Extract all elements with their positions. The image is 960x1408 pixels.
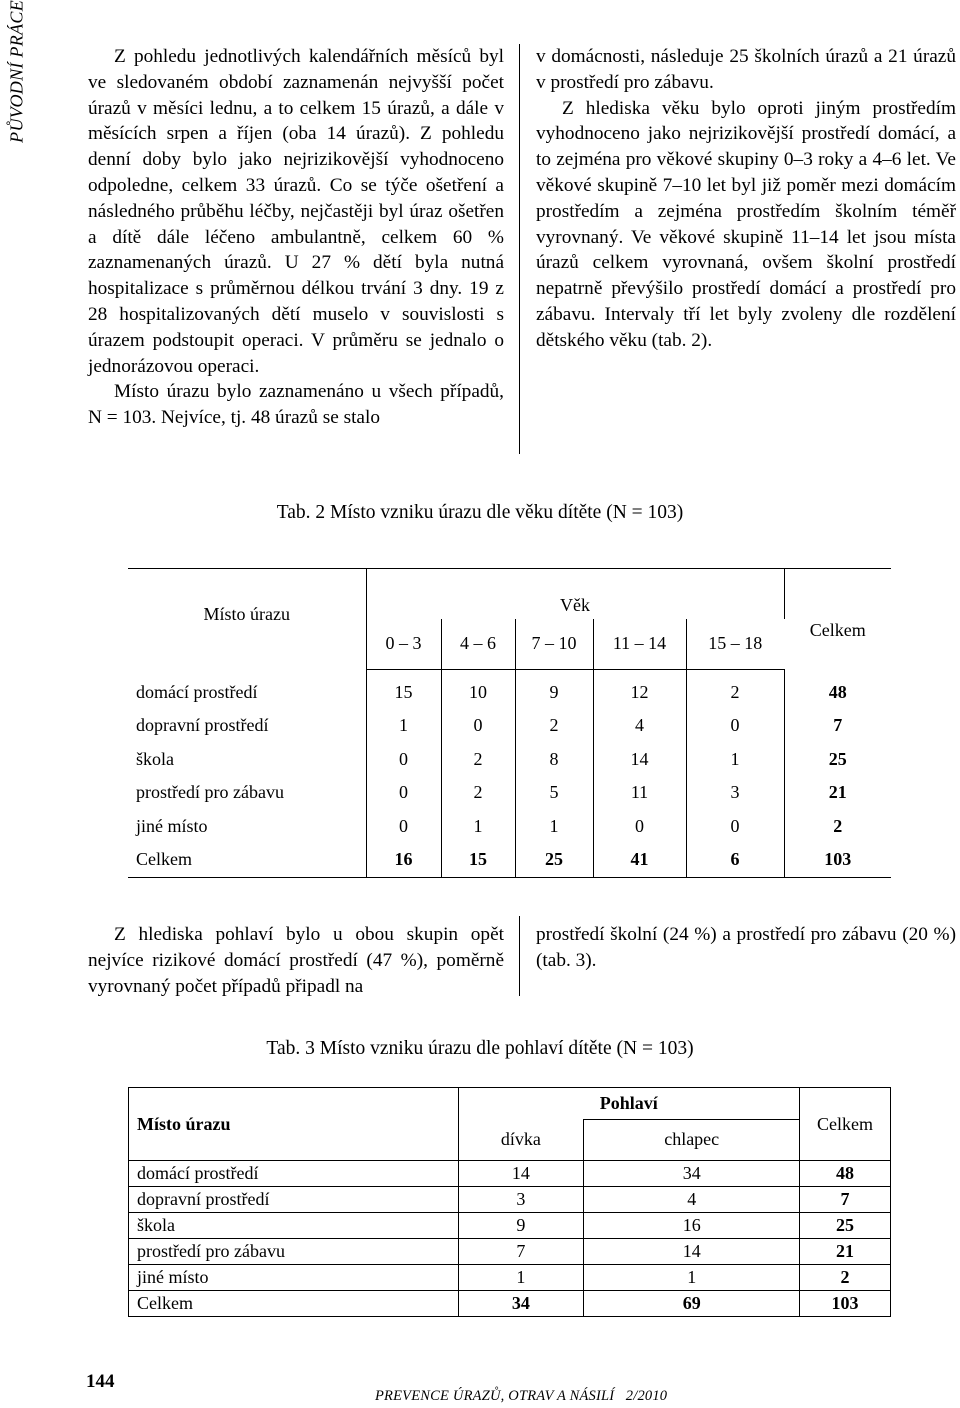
cell: 16: [584, 1213, 800, 1239]
paragraph: Místo úrazu bylo zaznamenáno u všech případů, N = 103. Nejvíce, tj. 48 úrazů se stalo: [88, 381, 504, 429]
row-total: 103: [800, 1291, 891, 1317]
age-group-header: 4 – 6: [441, 619, 515, 669]
row-total: 21: [800, 1239, 891, 1265]
table3-caption: Tab. 3 Místo vzniku úrazu dle pohlaví dítěte (N = 103): [266, 1038, 694, 1059]
cell: 34: [458, 1291, 584, 1317]
cell: 2: [686, 669, 784, 709]
cell: 3: [686, 776, 784, 810]
gender-header: chlapec: [584, 1119, 800, 1160]
table-row: [129, 1161, 891, 1187]
table2-header-row: [128, 569, 891, 620]
cell: 0: [686, 709, 784, 743]
cell: 2: [515, 709, 593, 743]
cell: 0: [593, 810, 686, 844]
table-row: [129, 1265, 891, 1291]
table3: [128, 1087, 891, 1317]
row-label: Celkem: [128, 843, 366, 877]
cell: 0: [366, 743, 441, 777]
cell: 7: [458, 1239, 584, 1265]
row-total: 7: [833, 715, 843, 736]
journal-footer: PREVENCE ÚRAZŮ, OTRAV A NÁSILÍ 2/2010: [375, 1388, 668, 1404]
table3-header-row: [129, 1088, 891, 1120]
row-label: jiné místo: [128, 810, 366, 844]
cell: 2: [441, 776, 515, 810]
cell: 69: [584, 1291, 800, 1317]
table2-header-place: Místo úrazu: [128, 569, 366, 670]
cell: 0: [441, 709, 515, 743]
table-row: [129, 1239, 891, 1265]
row-label: dopravní prostředí: [129, 1187, 459, 1213]
table2-caption: Tab. 2 Místo vzniku úrazu dle věku dítěte (N = 103): [276, 502, 684, 523]
row-label: domácí prostředí: [128, 669, 366, 709]
cell: 25: [515, 843, 593, 877]
table-row: [129, 1187, 891, 1213]
cell: 14: [584, 1239, 800, 1265]
row-total: 21: [828, 782, 847, 803]
paragraph: Z pohledu jednotlivých kalendářních měsíců byl ve sledovaném období zaznamenán nejvyšší počet úrazů v měsíci lednu, a to celkem 15 úrazů, a dále v měsících srpen a říjen (oba 14 úrazů). Z pohledu denní doby bylo jako nejrizikovější vyhodnoceno odpoledne, celkem 33 úrazů. Co se týče ošetření a následného průběhu léčby, nejčastěji byl úraz ošetřen a dítě dále léčeno ambulantně, celkem 60 % zaznamenaných úrazů. U 27 % dětí byla nutná hospitalizace s průměrnou délkou trvání 3 dny. 19 z 28 hospitalizovaných dětí muselo v souvislosti s úrazem podstoupit operaci. V průměru se jednalo o jednorázovou operaci.: [88, 46, 504, 377]
paragraph: v domácnosti, následuje 25 školních úrazů a 21 úrazů v prostředí pro zábavu.: [536, 46, 956, 93]
table2-header-group: Věk: [366, 569, 784, 620]
cell: 9: [515, 669, 593, 709]
row-label: jiné místo: [129, 1265, 459, 1291]
cell: 1: [458, 1265, 584, 1291]
top-left-column: [88, 44, 504, 431]
row-total: 25: [828, 748, 847, 769]
cell: 4: [584, 1187, 800, 1213]
table2-header-total: Celkem: [784, 569, 891, 670]
paragraph: Z hlediska pohlaví bylo u obou skupin opět nejvíce rizikové domácí prostředí (47 %), poměrně vyrovnaný počet případů připadl na: [88, 924, 504, 997]
top-right-column: [536, 44, 956, 354]
cell: 8: [515, 743, 593, 777]
row-label: škola: [128, 743, 366, 777]
cell: 1: [441, 810, 515, 844]
cell: 1: [584, 1265, 800, 1291]
cell: 0: [366, 776, 441, 810]
cell: 11: [593, 776, 686, 810]
table3-header-place: Místo úrazu: [129, 1088, 459, 1161]
page-number: 144: [86, 1371, 115, 1392]
cell: 1: [686, 743, 784, 777]
cell: 6: [686, 843, 784, 877]
cell: 15: [441, 843, 515, 877]
cell: 1: [366, 709, 441, 743]
row-total: 48: [800, 1161, 891, 1187]
cell: 14: [458, 1161, 584, 1187]
row-total: 103: [784, 843, 891, 877]
row-total: 2: [800, 1265, 891, 1291]
cell: 0: [366, 810, 441, 844]
table-row: [128, 776, 891, 810]
row-total: 7: [800, 1187, 891, 1213]
cell: 14: [593, 743, 686, 777]
cell: 15: [366, 669, 441, 709]
section-label-text: PŮVODNÍ PRÁCE: [6, 0, 27, 143]
age-group-header: 15 – 18: [686, 619, 784, 669]
table3-header-group: Pohlaví: [458, 1088, 800, 1120]
table-row: [128, 743, 891, 777]
paragraph: Z hlediska věku bylo oproti jiným prostředím vyhodnoceno jako nejrizikovější prostředí domácí, a to zejména pro věkové skupiny 0–3 roky a 4–6 let. Ve věkové skupině 7–10 let byl již poměr mezi domácím prostředím a zejména prostředím školním téměř vyrovnaný. Ve věkové skupině 11–14 let jsou místa úrazů celkem vyrovnaná, ovšem školní prostředí nepatrně převýšilo prostředí domácí a prostředí pro zábavu. Intervaly tří let byly zvoleny dle rozdělení dětského věku (tab. 2).: [536, 97, 956, 351]
age-group-header: 7 – 10: [515, 619, 593, 669]
cell: 0: [686, 810, 784, 844]
cell: 16: [366, 843, 441, 877]
table-row-total: [129, 1291, 891, 1317]
row-label: prostředí pro zábavu: [129, 1239, 459, 1265]
row-label: Celkem: [129, 1291, 459, 1317]
column-divider: [519, 44, 520, 454]
table-row-total: [128, 843, 891, 877]
age-group-header: 0 – 3: [366, 619, 441, 669]
cell: 1: [515, 810, 593, 844]
age-group-header: 11 – 14: [593, 619, 686, 669]
cell: 5: [515, 776, 593, 810]
middle-left-column: [88, 922, 504, 999]
row-label: domácí prostředí: [129, 1161, 459, 1187]
table2: [128, 568, 891, 878]
row-total: 25: [800, 1213, 891, 1239]
middle-right-column: [536, 922, 956, 974]
table-row: [128, 810, 891, 844]
cell: 34: [584, 1161, 800, 1187]
cell: 2: [441, 743, 515, 777]
section-label: [4, 0, 30, 180]
cell: 12: [593, 669, 686, 709]
table-row: [129, 1213, 891, 1239]
row-label: dopravní prostředí: [128, 709, 366, 743]
row-total: 2: [833, 815, 843, 836]
table-row: [128, 669, 891, 709]
column-divider: [519, 916, 520, 996]
table-row: [128, 709, 891, 743]
cell: 4: [593, 709, 686, 743]
gender-header: dívka: [458, 1119, 584, 1160]
row-label: prostředí pro zábavu: [128, 776, 366, 810]
cell: 10: [441, 669, 515, 709]
table3-header-total: Celkem: [800, 1088, 891, 1161]
paragraph: prostředí školní (24 %) a prostředí pro zábavu (20 %) (tab. 3).: [536, 924, 956, 971]
cell: 41: [593, 843, 686, 877]
cell: 3: [458, 1187, 584, 1213]
cell: 9: [458, 1213, 584, 1239]
row-label: škola: [129, 1213, 459, 1239]
row-total: 48: [828, 681, 847, 702]
